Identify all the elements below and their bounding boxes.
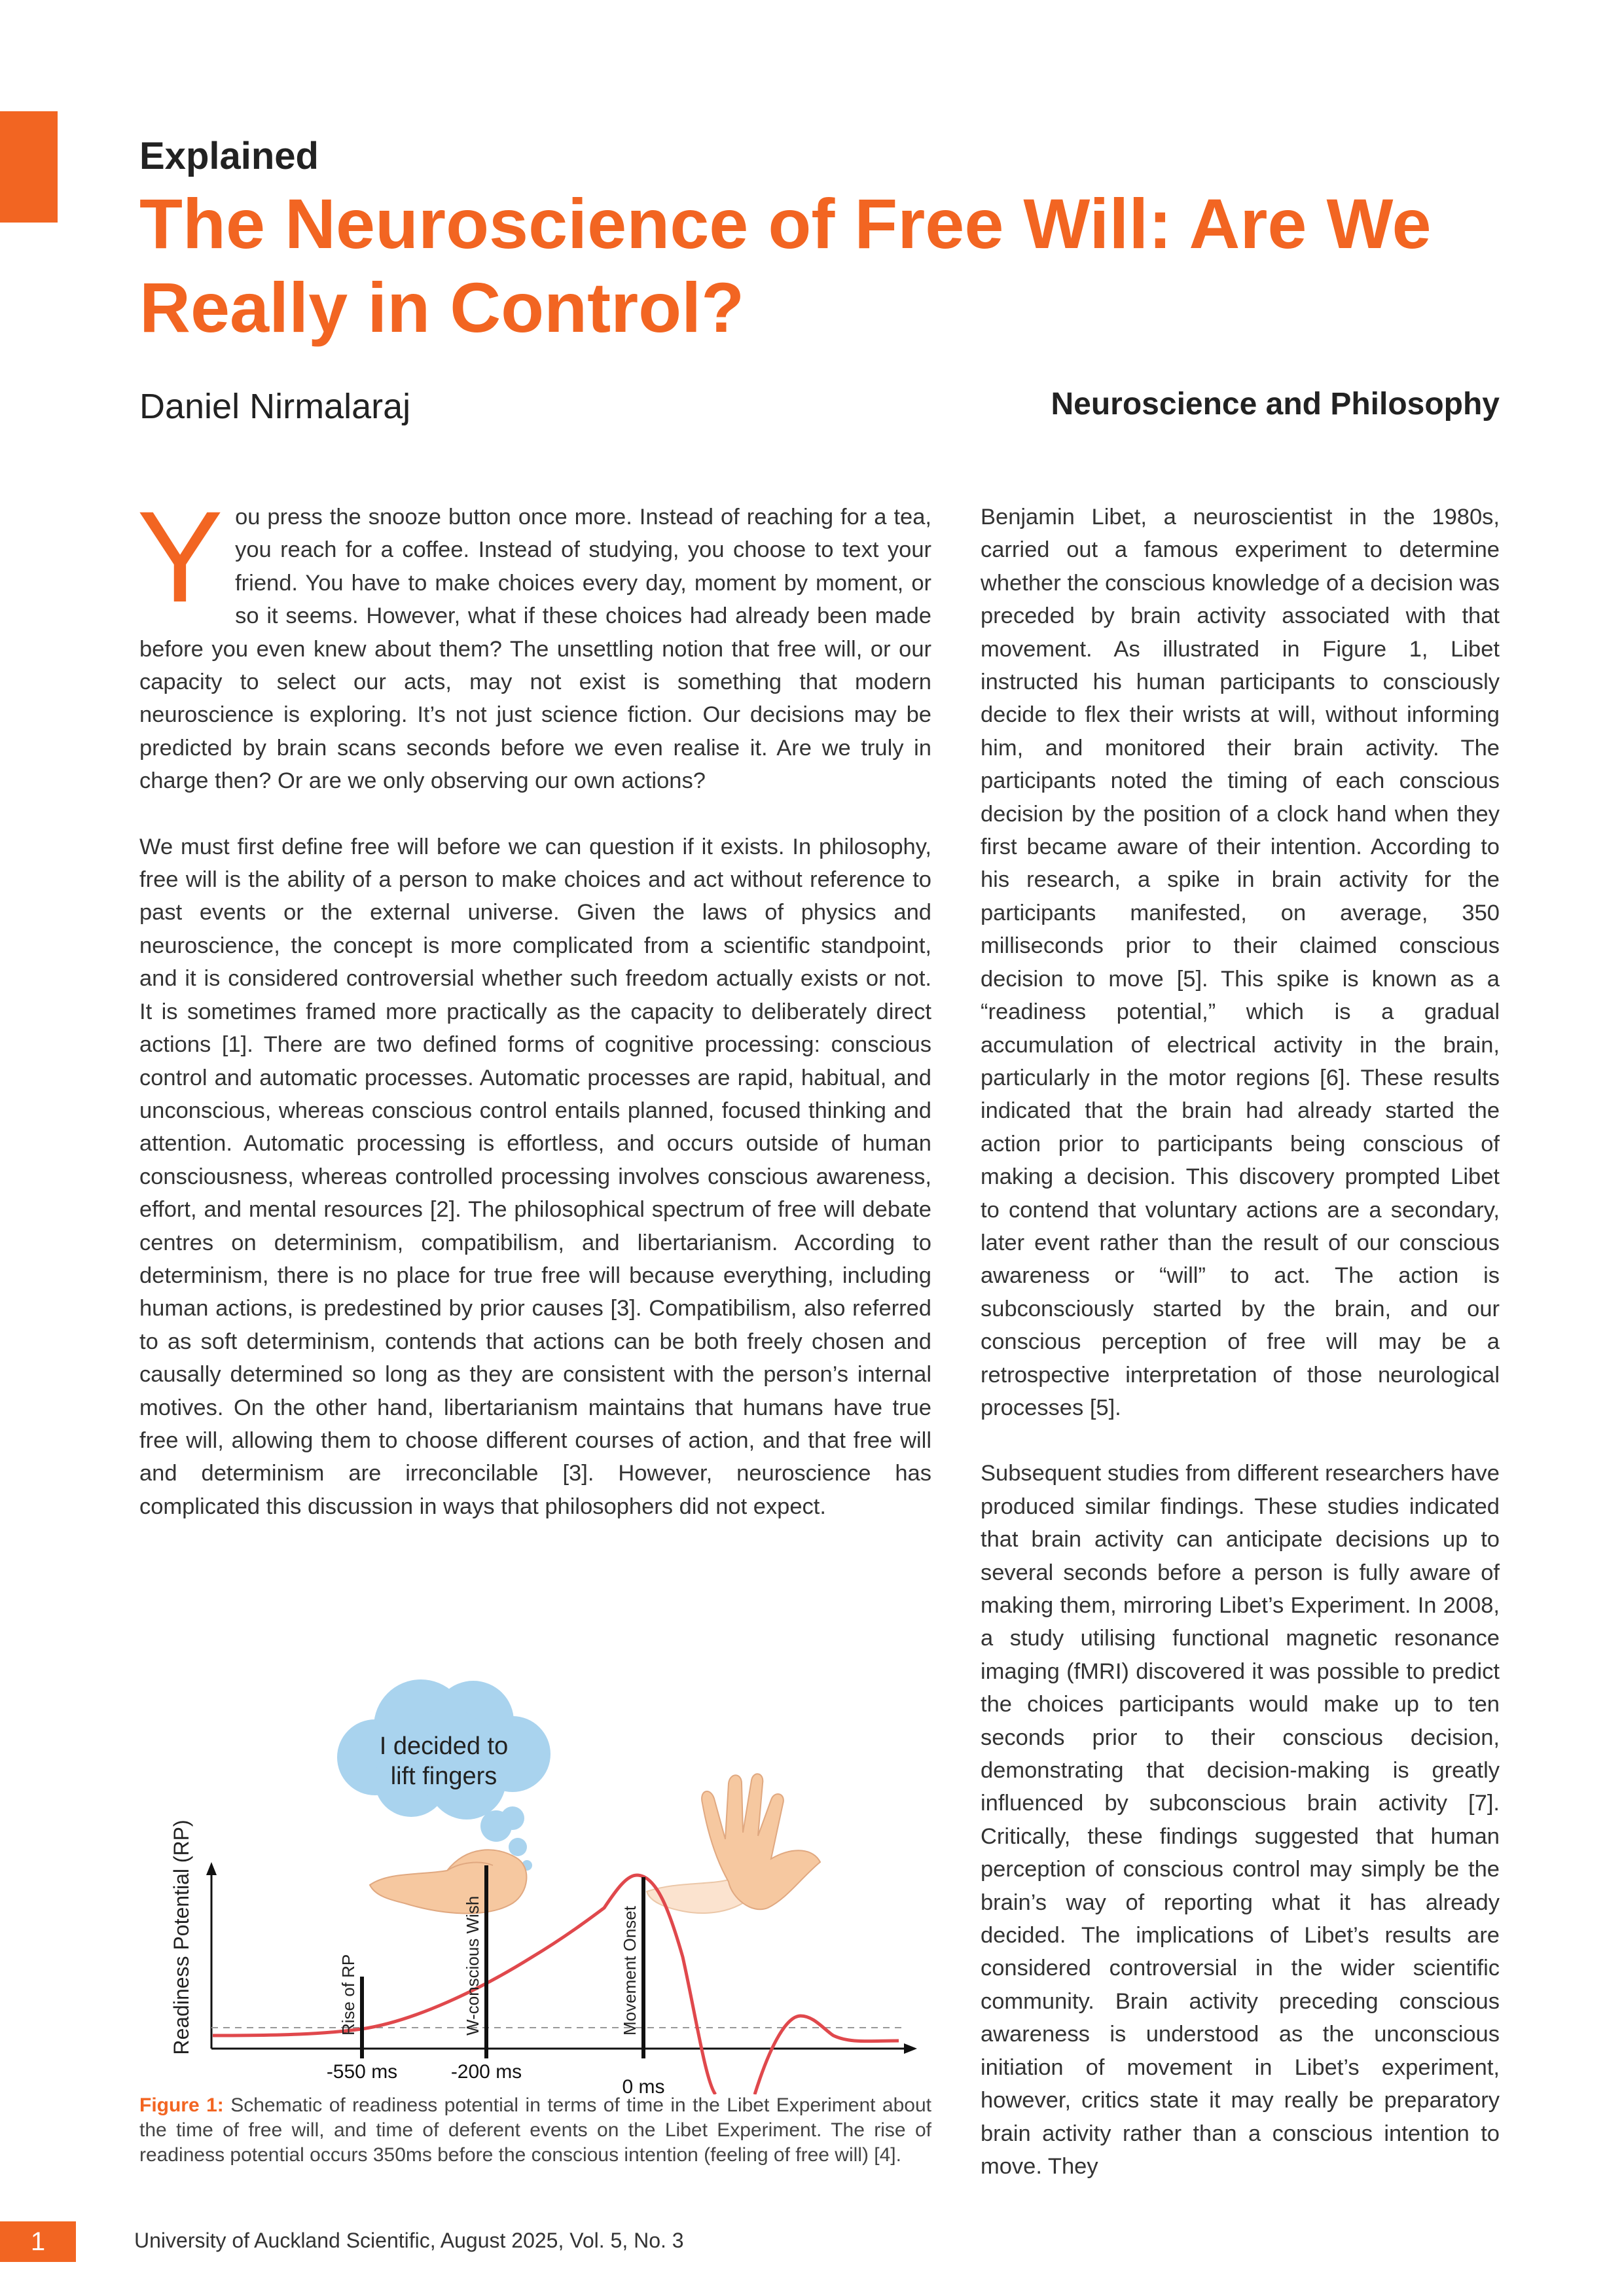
caption-text: Schematic of readiness potential in terms of time in the Libet Experiment about the time of free will, and time of deferent events on the Libet Experiment. The rise of readiness potential occurs 350ms before the conscious intention (feeling of free will) [4]. (139, 2094, 931, 2166)
event-label-1: Rise of RP (338, 1954, 358, 2036)
thought-line-1: I decided to (379, 1732, 509, 1760)
paragraph-intro (137, 484, 931, 798)
right-column (981, 501, 1500, 2183)
libet-schematic (139, 1649, 931, 2094)
page-number: 1 (0, 2221, 76, 2262)
caption-label: Figure 1: (139, 2094, 224, 2116)
event-label-2: W-conscious Wish (463, 1895, 482, 2036)
figure-caption (139, 2093, 931, 2168)
figure-1 (139, 1649, 931, 2094)
event-time-1: -550 ms (326, 2061, 398, 2083)
paragraph-libet: Benjamin Libet, a neuroscientist in the 1980s, carried out a famous experiment to determine whether the conscious knowledge of a decision was preceded by brain activity associated with that movement. As illustrated in Figure 1, Libet instructed his human participants to consciously decide to flex their wrists at will, without informing him, and monitored their brain activity. The participants noted the timing of each conscious decision by the position of a clock hand when they first became aware of their intention. According to his research, a spike in brain activity for the participants manifested, on average, 350 milliseconds prior to their claimed conscious decision to move [5]. This spike is known as a “readiness potential,” which is a gradual accumulation of electrical activity in the brain, particularly in the motor regions [6]. These results indicated that the brain had already started the action prior to participants being conscious of making a decision. This discovery prompted Libet to contend that voluntary actions are a secondary, later event rather than the result of our conscious awareness or “will” to act. The action is subconsciously started by the brain, and our conscious perception of free will may be a retrospective interpretation of those neurological processes [5]. (981, 505, 1500, 1420)
accent-bar (0, 111, 58, 223)
left-column (137, 484, 931, 1523)
event-time-3: 0 ms (622, 2076, 665, 2094)
x-axis-arrow (904, 2043, 917, 2054)
event-label-3: Movement Onset (620, 1906, 640, 2036)
y-axis-arrow (206, 1862, 217, 1875)
paragraph-intro-text: ou press the snooze button once more. Instead of reaching for a tea, you reach for a coffee. Instead of studying, you choose to text your friend. You have to make choices every day, moment by moment, or so it seems. However, what if these choices had already been made before you even knew about them? The unsettling notion that free will, or our capacity to select our acts, may not exist is something that modern neuroscience is exploring. It’s not just science fiction. Our decisions may be predicted by brain scans seconds before we even realise it. Are we truly in charge then? Or are we only observing our own actions? (139, 505, 931, 794)
relaxed-hand-icon (370, 1850, 526, 1913)
journal-citation: University of Auckland Scientific, August 2025, Vol. 5, No. 3 (134, 2229, 684, 2252)
event-time-2: -200 ms (450, 2061, 522, 2083)
y-axis-label: Readiness Potential (RP) (170, 1820, 193, 2055)
kicker: Explained (139, 135, 319, 177)
paragraph-subsequent: Subsequent studies from different researchers have produced similar findings. These studies indicated that brain activity can anticipate decisions up to several seconds before a person is fully aware of making them, mirroring Libet’s Experiment. In 2008, a study utilising functional magnetic resonance imaging (fMRI) discovered it was possible to predict the choices participants would make up to ten seconds prior to their conscious decision, demonstrating that decision-making is greatly influenced by subconscious brain activity [7]. Critically, these findings suggested that human perception of conscious control may simply be the brain’s way of reporting what it has already decided. The implications of Libet’s results are considered controversial in the wider scientific community. Brain activity preceding conscious awareness is understood as the unconscious initiation of movement in Libet’s experiment, however, critics state it may really be preparatory brain activity rather than a conscious intention to move. They (981, 1461, 1500, 2179)
author-name: Daniel Nirmalaraj (139, 387, 411, 426)
paragraph-definition: We must first define free will before we can question if it exists. In philosophy, free will is the ability of a person to make choices and act without reference to past events or the external universe. Given the laws of physics and neuroscience, the concept is more complicated from a scientific standpoint, and it is considered controversial whether such freedom actually exists or not. It is sometimes framed more practically as the capacity to deliberately direct actions [1]. There are two defined forms of cognitive processing: conscious control and automatic processes. Automatic processes are rapid, habitual, and unconscious, whereas conscious control entails planned, focused thinking and attention. Automatic processing is effortless, and occurs outside of human consciousness, whereas controlled processing involves conscious awareness, effort, and mental resources [2]. The philosophical spectrum of free will debate centres on determinism, compatibilism, and libertarianism. According to determinism, there is no place for true free will because everything, including human actions, is predestined by prior causes [3]. Compatibilism, also referred to as soft determinism, contends that actions can be both freely chosen and causally determined so long as they are consistent with the person’s internal motives. On the other hand, libertarianism maintains that humans have true free will, allowing them to choose different courses of action, and that free will and determinism are irreconcilable [3]. However, neuroscience has complicated this discussion in ways that philosophers did not expect. (139, 834, 931, 1519)
section-label: Neuroscience and Philosophy (1051, 387, 1500, 422)
drop-cap: Y (137, 484, 224, 629)
lifted-hand-icon (647, 1774, 820, 1913)
thought-line-2: lift fingers (390, 1763, 497, 1790)
article-title: The Neuroscience of Free Will: Are We Really in Control? (139, 184, 1432, 347)
